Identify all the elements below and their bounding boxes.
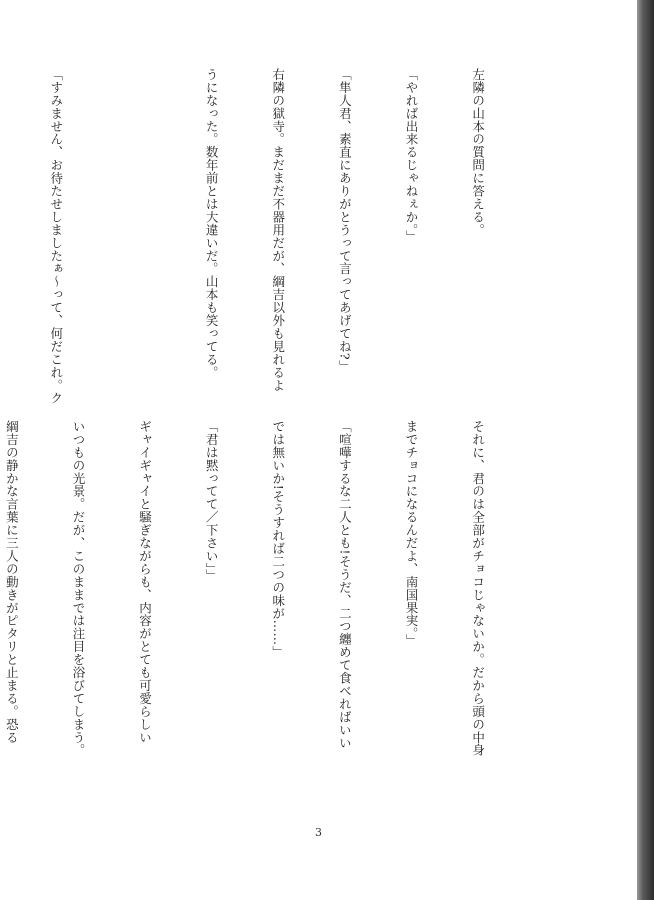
text-line: 「すみません、お待たせしましたぁ〜って、何だこれ。ク [48,68,64,405]
page-number: 3 [315,826,322,839]
lower-text-block [4,420,533,830]
upper-text-block [48,68,533,433]
text-line: 「隼人君、素直にありがとうって言ってあげてね?」 [337,68,353,374]
text-line: それに、君のは全部がチョコじゃないか。だから頭の中身 [470,420,486,757]
scrollbar-edge[interactable] [637,0,654,900]
text-line: 「君は黙ってて／下さい」」 [204,420,220,583]
text-line: いつもの光景。だが、このままでは注目を浴びてしまう。 [70,420,86,757]
text-line: ギャイギャイと騒ぎながらも、内容がとても可愛らしい [137,420,153,744]
text-line: 綱吉の静かな言葉に三人の動きがピタリと止まる。恐る [4,420,20,744]
text-line: までチョコになるんだよ、南国果実。」 [403,420,419,647]
text-line: うになった。数年前とは大違いだ。山本も笑ってる。 [204,68,220,379]
text-line: では無いか!そうすれば二つの味が……」 [270,420,286,659]
text-line: 右隣の獄寺。まだまだ不器用だが、綱吉以外も見れるよ [270,68,286,392]
text-line: 左隣の山本の質問に答える。 [470,68,486,237]
text-line: 「やれば出来るじゃねぇか。」 [403,68,419,244]
text-line: 「喧嘩するな二人とも!そうだ、二つ纏めて食べればいい [337,420,353,750]
